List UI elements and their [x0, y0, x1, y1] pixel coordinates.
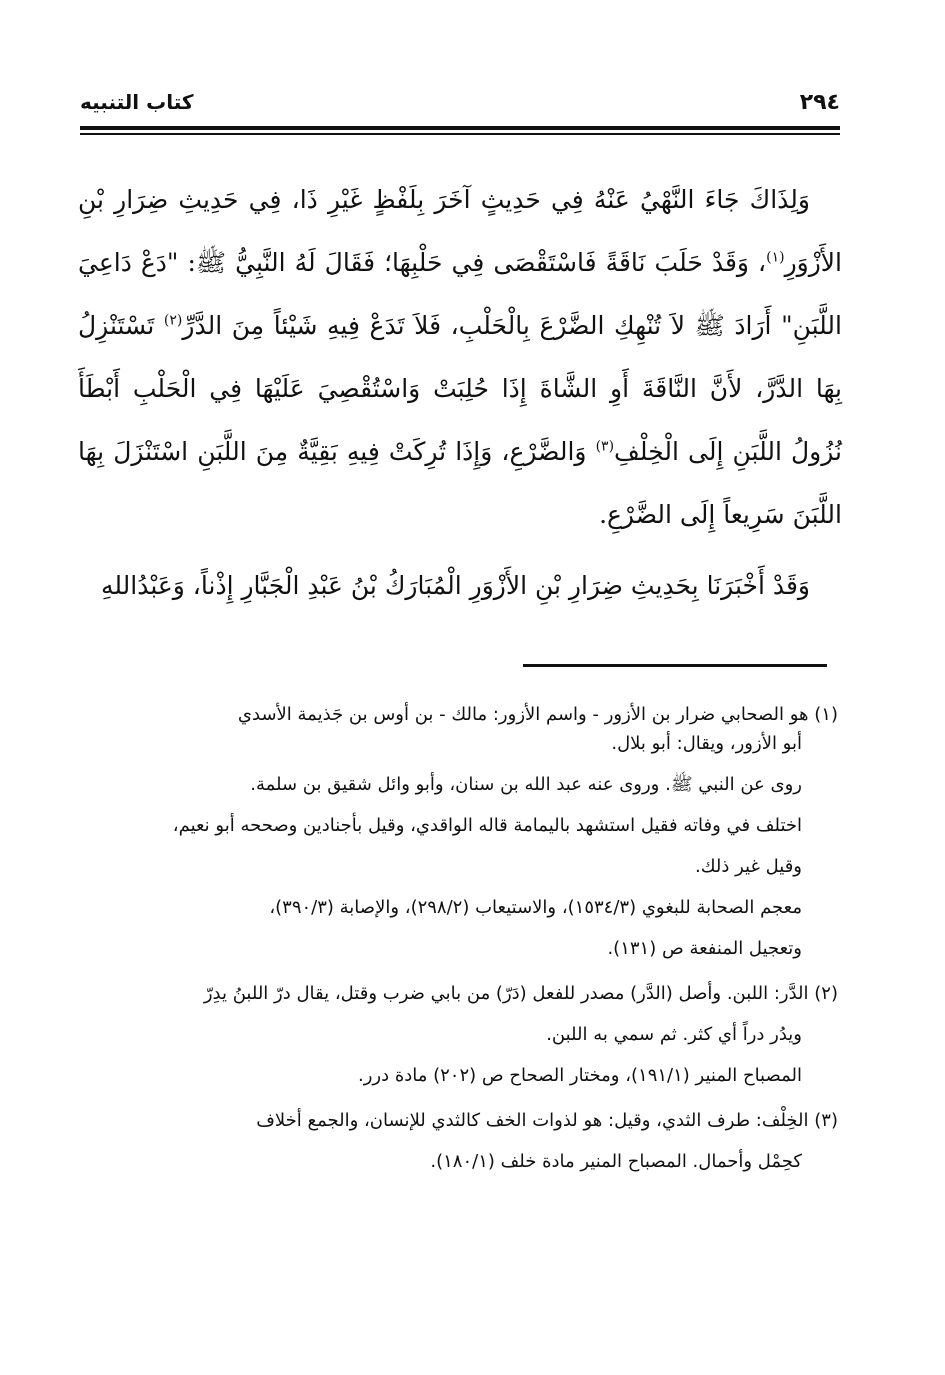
- paragraph-1-part-1: وَلِذَاكَ جَاءَ النَّهْيُ عَنْهُ فِي حَدِيثٍ آخَرَ بِلَفْظٍ غَيْرِ ذَا، فِي حَدِيثِ ضِرَارِ بْنِ الأَزْوَرِ: [78, 185, 842, 277]
- paragraph-1: [78, 168, 842, 546]
- footnote-marker-2: (٢): [163, 312, 183, 329]
- page-header: [80, 84, 840, 124]
- footnote-1-line: معجم الصحابة للبغوي (١٥٣٤/٣)، والاستيعاب (٢٩٨/٢)، والإصابة (٣٩٠/٣)،: [269, 897, 802, 918]
- footnote-1-line: وقيل غير ذلك.: [695, 856, 802, 877]
- footnote-3-line: كحِمْل وأحمال. المصباح المنير مادة خلف (١٨٠/١).: [430, 1151, 802, 1172]
- footnote-3-line: (٣) الخِلْف: طرف الثدي، وقيل: هو لذوات الخف كالثدي للإنسان، والجمع أخلاف: [256, 1110, 838, 1131]
- running-title: كتاب التنبيه: [80, 90, 194, 114]
- footnote-2-line: المصباح المنير (١٩١/١)، ومختار الصحاح ص (٢٠٢) مادة درر.: [357, 1065, 802, 1086]
- footnote-2-line: (٢) الدَّر: اللبن. وأصل (الدَّر) مصدر للفعل (دَرّ) من بابي ضرب وقتل، يقال درّ اللبنُ يدِرّ: [203, 983, 838, 1004]
- page-number: ٢٩٤: [799, 90, 840, 115]
- header-rule-thick: [80, 126, 840, 130]
- paragraph-1-part-3: تَسْتَنْزِلُ بِهَا الدَّرَّ، لأَنَّ النَّاقَةَ أَوِ الشَّاةَ إِذَا حُلِبَتْ وَاسْتُقْصِيَ عَلَيْهَا فِي الْحَلْبِ أَبْطَأَ نُزُولُ اللَّبَنِ إِلَى الْخِلْفِ: [78, 311, 842, 466]
- footnote-marker-3: (٣): [595, 438, 615, 455]
- footnote-1-line: أبو الأزور، ويقال: أبو بلال.: [611, 733, 802, 754]
- footnote-1-line: وتعجيل المنفعة ص (١٣١).: [607, 938, 802, 959]
- paragraph-2: وَقَدْ أَخْبَرَنَا بِحَدِيثِ ضِرَارِ بْنِ الأَزْوَرِ الْمُبَارَكُ بْنُ عَبْدِ الْجَبَّارِ إِذْناً، وَعَبْدُاللهِ: [100, 571, 810, 600]
- footnote-2-line: ويدُر دراً أي كثر. ثم سمي به اللبن.: [546, 1024, 802, 1045]
- footnotes: [82, 700, 838, 1176]
- footnote-1-line: (١) هو الصحابي ضرار بن الأزور - واسم الأزور: مالك - بن أوس بن جَذيمة الأسدي: [237, 704, 838, 725]
- footnote-1-line: اختلف في وفاته فقيل استشهد باليمامة قاله الواقدي، وقيل بأجنادين وصححه أبو نعيم،: [172, 815, 802, 836]
- header-rule-thin: [80, 133, 840, 135]
- footnote-marker-1: (١): [766, 249, 785, 266]
- footnote-1-line: روى عن النبي ﷺ. وروى عنه عبد الله بن سنان، وأبو وائل شقيق بن سلمة.: [250, 774, 802, 795]
- paragraph-1-part-4: وَالضَّرْعِ، وَإِذَا تُرِكَتْ فِيهِ بَقِيَّةٌ مِنَ اللَّبَنِ اسْتَنْزَلَ بِهَا اللَّبَنَ سَرِيعاً إِلَى الضَّرْعِ.: [78, 437, 842, 529]
- main-text: [78, 168, 842, 617]
- footnote-separator: [523, 664, 827, 667]
- paragraph-1-part-2: ، وَقَدْ حَلَبَ نَاقَةً فَاسْتَقْصَى فِي حَلْبِهَا؛ فَقَالَ لَهُ النَّبِيُّ ﷺ: "دَعْ دَاعِيَ اللَّبَنِ" أَرَادَ ﷺ لاَ تُنْهِكِ الضَّرْعَ بِالْحَلْبِ، فَلاَ تَدَعْ فِيهِ شَيْئاً مِنَ الدَّرِّ: [78, 248, 842, 340]
